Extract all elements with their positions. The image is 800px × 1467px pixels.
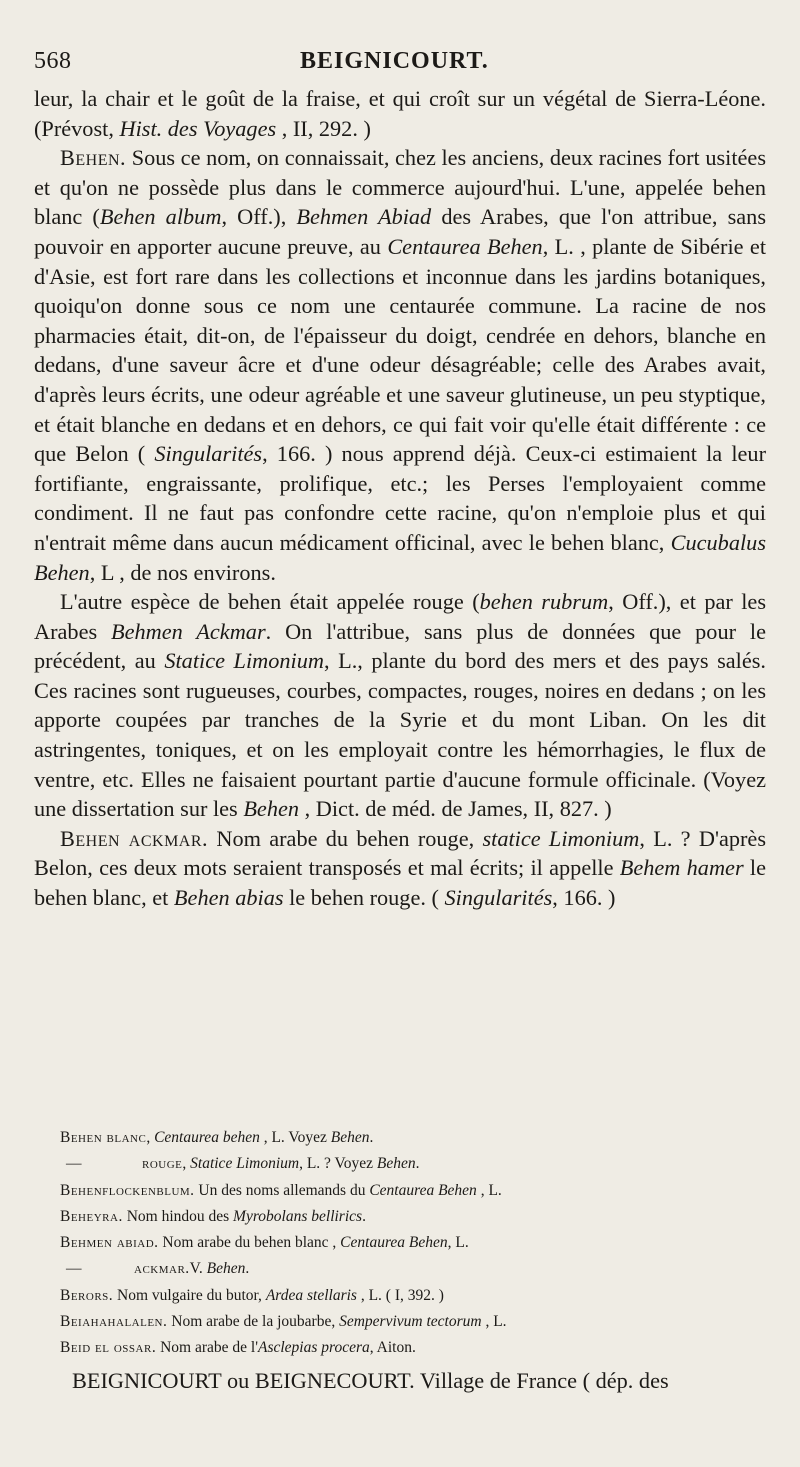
text-run: , L. ? Voyez — [299, 1155, 377, 1173]
entry-headword: ackmar. — [134, 1260, 190, 1278]
short-entries-list — [60, 1125, 760, 1362]
text-run: . — [245, 1260, 250, 1278]
entry-headword: Beheyra. — [60, 1207, 123, 1225]
short-entry — [60, 1204, 760, 1230]
entry-headword: Behen. — [60, 145, 127, 171]
text-run: L'autre espèce de behen était appelée rouge ( — [60, 589, 480, 615]
text-run: V. — [189, 1260, 207, 1278]
entry-headword: Berors. — [60, 1286, 114, 1304]
short-entry — [60, 1256, 760, 1282]
text-run: le behen rouge. ( — [283, 885, 445, 911]
entry-behen — [34, 143, 766, 587]
text-run: Nom vulgaire du butor, — [113, 1286, 266, 1304]
text-run: Nom hindou des — [122, 1207, 234, 1225]
text-run: , L. ? D'après Belon, ces deux mots seraient transposés et mal écrits; il appelle — [34, 825, 767, 881]
italic-run: Statice Limonium — [190, 1155, 300, 1173]
text-run: . — [369, 1129, 374, 1146]
text-run: des Arabes, que l'on attribue, sans pouvoir en apporter aucune preuve, au — [34, 204, 766, 259]
entry-headword: Beid el ossar. — [60, 1339, 157, 1357]
page-number: 568 — [34, 48, 72, 74]
entry-beignicourt: BEIGNICOURT ou BEIGNECOURT. Village de France ( dép. des — [72, 1368, 669, 1393]
text-run: Nom arabe de la joubarbe, — [167, 1313, 340, 1331]
italic-run: Centaurea behen — [154, 1129, 260, 1146]
italic-run: Singularités — [154, 441, 263, 467]
short-entry — [60, 1230, 760, 1256]
italic-run: Behmen Ackmar — [111, 618, 266, 644]
italic-run: Cucubalus Behen — [34, 529, 766, 585]
italic-run: Behmen Abiad — [296, 204, 432, 230]
italic-run: Behen — [330, 1129, 370, 1146]
text-run: Nom arabe du behen rouge, — [208, 825, 483, 851]
italic-run: Centaurea Behen — [340, 1234, 448, 1252]
short-entry — [60, 1178, 760, 1204]
text-run: Nom arabe de l' — [156, 1339, 258, 1357]
italic-run: Sempervivum tectorum — [339, 1313, 482, 1331]
running-head: BEIGNICOURT. — [300, 48, 489, 74]
italic-run: Behen — [376, 1155, 416, 1173]
italic-run: Behen — [243, 796, 300, 822]
text-run: , II, 292. ) — [276, 115, 371, 141]
italic-run: Centaurea Behen — [369, 1181, 477, 1199]
italic-run: Asclepias procera — [257, 1339, 370, 1357]
italic-run: Singularités — [444, 885, 553, 911]
italic-run: Behem hamer — [619, 855, 744, 881]
entry-headword: Behmen abiad. — [60, 1234, 159, 1252]
entry-headword: Behen blanc — [60, 1129, 147, 1146]
text-run: . On l'attribue, sans plus de données que pour le précédent, au — [34, 618, 766, 674]
text-run: , L. — [481, 1313, 507, 1331]
paragraph-fraise-continuation — [34, 84, 766, 143]
ditto-dash: — — [66, 1155, 82, 1173]
main-text — [34, 84, 766, 913]
italic-run: Behen abias — [173, 885, 284, 911]
text-run: , Off.), et par les Arabes — [34, 589, 767, 644]
italic-run: statice Limonium — [482, 825, 640, 851]
text-run: Un des noms allemands du — [194, 1181, 370, 1199]
entry-behen-ackmar — [34, 824, 766, 913]
short-entry — [60, 1151, 760, 1177]
italic-run: Behen album — [99, 204, 222, 230]
text-run: , — [146, 1129, 155, 1146]
entry-headword: rouge — [142, 1155, 183, 1173]
short-entry — [60, 1283, 760, 1309]
short-entry — [60, 1335, 760, 1361]
text-run: , Dict. de méd. de James, II, 827. ) — [299, 796, 612, 822]
entry-headword: Beiahahalalen. — [60, 1313, 168, 1331]
short-entry — [60, 1309, 760, 1335]
text-run: , Off.), — [221, 204, 297, 230]
ditto-dash: — — [66, 1260, 82, 1278]
text-run: , L. ( I, 392. ) — [356, 1286, 444, 1304]
italic-run: Hist. des Voyages — [119, 115, 277, 141]
text-run: , L. Voyez — [259, 1129, 331, 1146]
text-run: , Aiton. — [369, 1339, 416, 1357]
italic-run: Ardea stellaris — [265, 1286, 357, 1304]
text-run: Sous ce nom, on connaissait, chez les anciens, deux racines fort usitées et qu'on ne possède plus dans le commerce aujourd'hui. L'une, appelée behen blanc ( — [34, 145, 766, 230]
text-run: , L., plante du bord des mers et des pays salés. Ces racines sont rugueuses, courbes, compactes, rouges, noires en dedans ; on les apporte coupées par tranches de la Syrie et du mont Liban. On les dit astringentes, toniques, et on les employait contre les hémorrhagies, le flux de ventre, etc. Elles ne faisaient pourtant partie d'aucune formule officinale. (Voyez une dissertation sur les — [34, 648, 766, 822]
text-run: , — [182, 1155, 191, 1173]
italic-run: Myrobolans bellirics — [233, 1207, 363, 1225]
entry-headword: Behenflockenblum. — [60, 1181, 195, 1199]
entry-headword: Behen ackmar. — [60, 825, 209, 851]
text-run: Nom arabe du behen blanc , — [158, 1234, 341, 1252]
text-run: , L , de nos environs. — [89, 559, 276, 585]
text-run: , 166. ) nous apprend déjà. Ceux-ci estimaient la leur fortifiante, engraissante, prolifique, etc.; les Perses l'employaient comme condiment. Il ne faut pas confondre cette racine, qu'on n'emploie plus et qui n'entrait même dans aucun médicament officinal, avec le behen blanc, — [34, 441, 766, 555]
text-run: . — [362, 1207, 366, 1225]
text-run: le behen blanc, et — [34, 855, 766, 911]
italic-run: Behen — [206, 1260, 246, 1278]
short-entry — [60, 1125, 760, 1151]
page-header — [0, 48, 800, 82]
paragraph-behen-rouge — [34, 587, 766, 824]
text-run: , L. — [476, 1181, 502, 1199]
italic-run: Centaurea Behen — [387, 233, 543, 259]
text-run: , 166. ) — [552, 885, 616, 911]
text-run: leur, la chair et le goût de la fraise, et qui croît sur un végétal de Sierra-Léone. (Prévost, — [34, 86, 766, 141]
italic-run: Statice Limonium — [164, 648, 324, 674]
text-run: , L. , plante de Sibérie et d'Asie, est fort rare dans les collections et inconnue dans les jardins botaniques, quoiqu'on donne sous ce nom une centaurée commune. La racine de nos pharmacies était, dit-on, de l'épaisseur du doigt, cendrée en dehors, blanche en dedans, d'une saveur âcre et d'une odeur désagréable; celle des Arabes avait, d'après leurs écrits, une odeur agréable et une saveur glutineuse, un peu styptique, et était blanche en dedans et en dehors, ce qui fait voir qu'elle était différente : ce que Belon ( — [34, 233, 767, 467]
text-run: , L. — [447, 1234, 469, 1252]
italic-run: behen rubrum — [479, 589, 609, 615]
text-run: . — [415, 1155, 420, 1173]
